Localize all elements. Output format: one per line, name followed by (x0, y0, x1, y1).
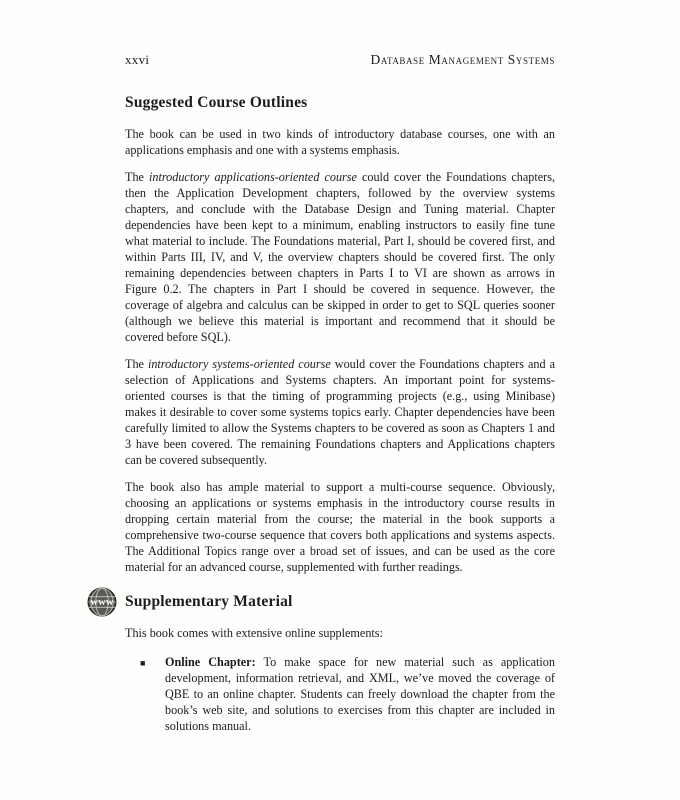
running-head (125, 52, 555, 68)
paragraph-multi-course (125, 479, 555, 575)
supplements-intro-text: This book comes with extensive online supplements: (125, 626, 383, 640)
square-bullet-icon: ■ (140, 658, 146, 668)
paragraph-systems-course (125, 356, 555, 468)
bullet-text: To make space for new material such as application development, information retrieval, and XML, we’ve moved the coverage of QBE to an online chapter. Students can freely download the chapter from the book’s web site, and solutions to exercises from this chapter are included in solutions manual. (165, 655, 555, 733)
list-item-online-chapter (125, 654, 555, 734)
page-content (90, 94, 556, 734)
section-heading-course-outlines: Suggested Course Outlines (125, 94, 308, 111)
paragraph-applications-course (125, 169, 555, 345)
section-heading-text: Supplementary Material (125, 593, 293, 610)
paragraph-italic-text: introductory systems-oriented course (147, 357, 331, 371)
paragraph-text: The book also has ample material to support a multi-course sequence. Obviously, choosing an applications or systems emphasis in the introductory course results in dropping certain material from the course; the material in the book supports a comprehensive two-course sequence that covers both applications and systems aspects. The Additional Topics range over a broad set of issues, and can be used as the core material for an advanced course, supplemented with further readings. (125, 480, 555, 574)
globe-icon (86, 586, 118, 618)
page-number: xxvi (125, 52, 150, 67)
paragraph-italic-text: introductory applications-oriented course (148, 170, 357, 184)
bullet-label: Online Chapter: (165, 655, 256, 669)
paragraph-text: The (125, 170, 149, 184)
paragraph-text: The book can be used in two kinds of introductory database courses, one with an applications emphasis and one with a systems emphasis. (125, 127, 555, 157)
paragraph-course-kinds (125, 126, 555, 158)
running-title: Database Management Systems (370, 52, 555, 67)
globe-icon-label: WWW (90, 598, 114, 608)
section-heading-supplementary-material (90, 593, 555, 611)
paragraph-text: The (125, 357, 148, 371)
paragraph-text: could cover the Foundations chapters, then the Application Development chapters, followed by the overview systems chapters, and conclude with the Database Design and Tuning material. Chapter dependencies have been kept to a minimum, enabling instructors to easily fine tune what material to include. The Foundations material, Part I, should be covered first, and within Parts III, IV, and V, the overview chapters should be covered first. The only remaining dependencies between chapters in Parts I to VI are shown as arrows in Figure 0.2. The chapters in Part I should be covered in sequence. However, the coverage of algebra and calculus can be skipped in order to get to SQL queries sooner (although we believe this material is important and recommend that it should be covered before SQL). (125, 170, 556, 344)
paragraph-text: would cover the Foundations chapters and a selection of Applications and Systems chapters. An important point for systems-oriented courses is that the timing of programming projects (e.g., using Minibase) makes it desirable to cover some systems topics early. Chapter dependencies have been carefully limited to allow the Systems chapters to be covered as soon as Chapters 1 and 3 have been covered. The remaining Foundations chapters and Applications chapters can be covered subsequently. (125, 357, 555, 467)
